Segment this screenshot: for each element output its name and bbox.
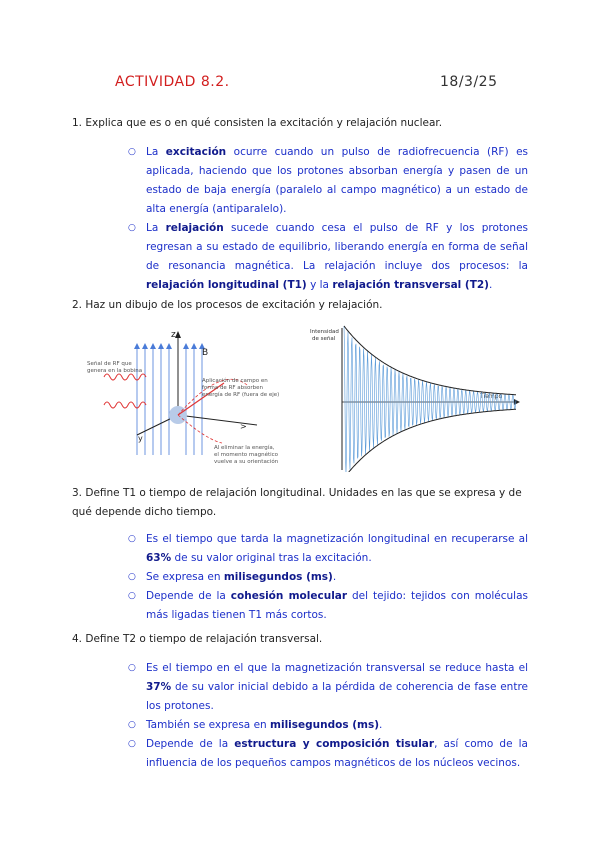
bullet-icon: ○ [128,147,136,157]
list-item: ○ Se expresa en milisegundos (ms). [128,568,528,587]
note-excitation-2: forma de RF absorben [202,385,264,391]
rf-signal-label: Señal de RF que [87,361,132,367]
field-lines [137,347,202,455]
note-relaxation: Al eliminar la energía, [214,445,275,451]
decay-oscillation [344,326,516,472]
bullet-icon: ○ [128,223,136,233]
activity-date: 18/3/25 [440,74,498,90]
excitation-diagram [82,325,297,470]
question-4: 4. Define T2 o tiempo de relajación transversal. [72,633,323,645]
y-axis-title-2: de señal [312,336,336,342]
list-item: ○ Es el tiempo en el que la magnetización transversal se reduce hasta el 37% de su valor inicial debido a la pérdida de coherencia de fase entre los protones. [128,659,528,716]
bullet-icon: ○ [128,720,136,730]
rf-signal-label-2: genera en la bobina [87,368,143,374]
b-field-label: B [202,348,209,358]
rf-wave-1 [104,374,146,380]
note-excitation-3: energía de RF (fuera de eje) [202,392,280,398]
list-item: ○ Depende de la estructura y composición tisular, así como de la influencia de los pequeños campos magnéticos de los núcleos vecinos. [128,735,528,773]
answer-list-3 [128,530,528,625]
x-axis-label: > [240,422,247,431]
question-2: 2. Haz un dibujo de los procesos de excitación y relajación. [72,299,383,311]
relaxation-decay-diagram [308,322,530,472]
y-axis-title: Intensidad [310,329,339,335]
list-item: ○ Depende de la cohesión molecular del tejido: tejidos con moléculas más ligadas tienen T1 más cortos. [128,587,528,625]
bullet-icon: ○ [128,572,136,582]
bullet-icon: ○ [128,534,136,544]
list-item: ○ La excitación ocurre cuando un pulso de radiofrecuencia (RF) es aplicada, haciendo que los protones absorban energía y pasen de un estado de baja energía (paralelo al campo magnético) a un estado de alta energía (antiparalelo). [128,143,528,219]
bullet-icon: ○ [128,663,136,673]
note-relaxation-3: vuelve a su orientación [214,459,279,465]
bullet-icon: ○ [128,739,136,749]
list-item: ○ Es el tiempo que tarda la magnetización longitudinal en recuperarse al 63% de su valor original tras la excitación. [128,530,528,568]
y-axis-label: y [138,434,143,443]
activity-title: ACTIVIDAD 8.2. [115,74,230,90]
bullet-icon: ○ [128,591,136,601]
note-excitation: Aplicación de campo en [202,378,268,384]
list-item: ○ La relajación sucede cuando cesa el pulso de RF y los protones regresan a su estado de equilibrio, liberando energía en forma de señal de resonancia magnética. La relajación incluye dos procesos: la relajación longitudinal (T1) y la relajación transversal (T2). [128,219,528,295]
question-1: 1. Explica que es o en qué consisten la excitación y relajación nuclear. [72,117,443,129]
decay-envelope-top [344,326,516,395]
z-axis-label: z [171,330,176,340]
list-item: ○ También se expresa en milisegundos (ms). [128,716,528,735]
x-axis-title: Tiempo [480,393,503,400]
answer-list-4 [128,659,528,773]
rf-wave-2 [104,402,146,408]
note-relaxation-2: el momento magnético [214,452,279,458]
answer-list-1 [128,143,528,295]
question-3: 3. Define T1 o tiempo de relajación longitudinal. Unidades en las que se expresa y de qué depende dicho tiempo. [72,487,522,518]
